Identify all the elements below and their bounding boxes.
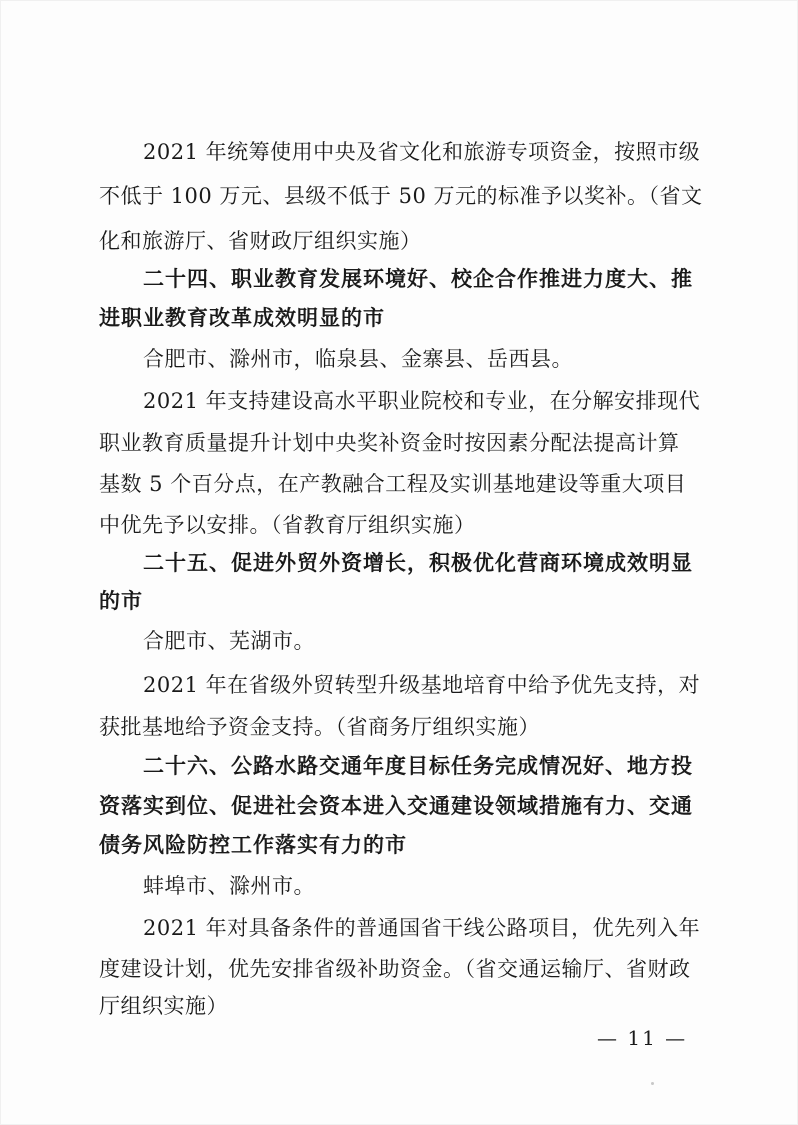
paragraph-line: 化和旅游厅、省财政厅组织实施）	[99, 229, 422, 253]
section-heading-26-cont: 资落实到位、促进社会资本进入交通建设领域措施有力、交通	[99, 794, 693, 818]
page-number: — 11 —	[597, 1026, 688, 1050]
paragraph-line: 蚌埠市、滁州市。	[143, 874, 315, 898]
paragraph-line: 2021 年在省级外贸转型升级基地培育中给予优先支持，对	[143, 673, 701, 697]
section-heading-24: 二十四、职业教育发展环境好、校企合作推进力度大、推	[143, 267, 693, 291]
paragraph-line: 合肥市、滁州市，临泉县、金寨县、岳西县。	[143, 347, 573, 371]
paragraph-line: 厅组织实施）	[99, 994, 228, 1018]
section-heading-24-cont: 进职业教育改革成效明显的市	[99, 306, 385, 330]
paragraph-line: 基数 5 个百分点，在产教融合工程及实训基地建设等重大项目	[99, 472, 687, 496]
paragraph-line: 2021 年统筹使用中央及省文化和旅游专项资金，按照市级	[143, 140, 701, 164]
paragraph-line: 不低于 100 万元、县级不低于 50 万元的标准予以奖补。（省文	[99, 184, 703, 208]
paragraph-line: 合肥市、芜湖市。	[143, 629, 315, 653]
section-heading-25: 二十五、促进外贸外资增长，积极优化营商环境成效明显	[143, 551, 693, 575]
section-heading-26-cont: 债务风险防控工作落实有力的市	[99, 833, 407, 857]
paragraph-line: 中优先予以安排。（省教育厅组织实施）	[99, 513, 476, 537]
paragraph-line: 度建设计划，优先安排省级补助资金。（省交通运输厅、省财政	[99, 957, 691, 981]
section-heading-25-cont: 的市	[99, 589, 143, 613]
scan-speck	[651, 1082, 654, 1085]
paragraph-line: 获批基地给予资金支持。（省商务厅组织实施）	[99, 715, 540, 739]
paragraph-line: 2021 年支持建设高水平职业院校和专业，在分解安排现代	[143, 389, 701, 413]
paragraph-line: 2021 年对具备条件的普通国省干线公路项目，优先列入年	[143, 916, 701, 940]
paragraph-line: 职业教育质量提升计划中央奖补资金时按因素分配法提高计算	[99, 431, 680, 455]
section-heading-26: 二十六、公路水路交通年度目标任务完成情况好、地方投	[143, 754, 693, 778]
